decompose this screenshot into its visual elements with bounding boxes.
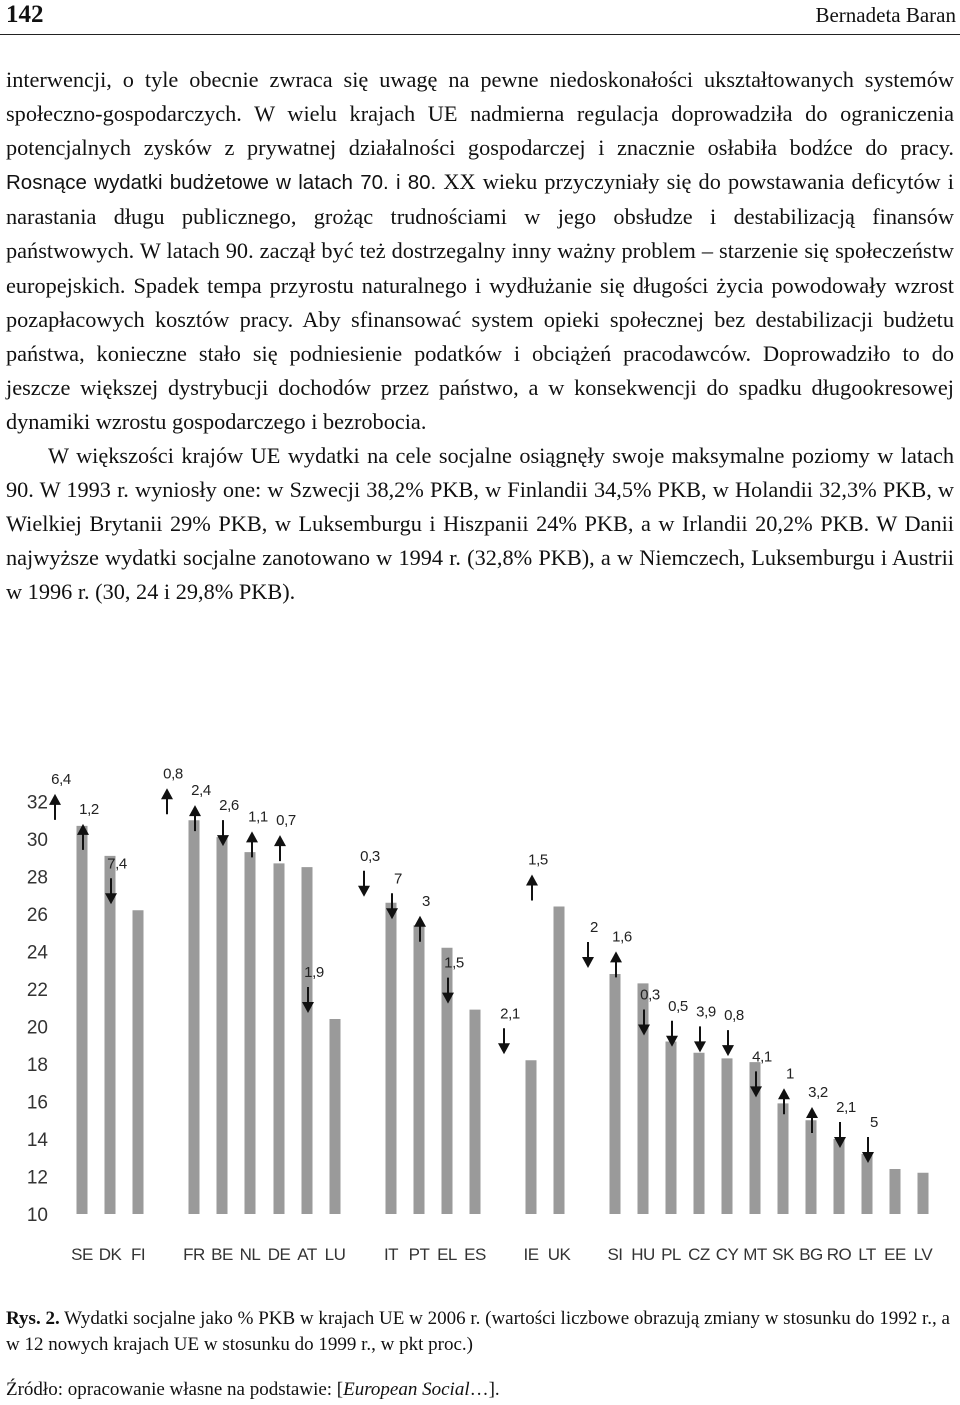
- change-label: 2,6: [219, 797, 239, 815]
- change-arrow-head: [610, 951, 622, 962]
- category-label: IE: [523, 1245, 539, 1264]
- category-label: BE: [211, 1245, 233, 1264]
- bar-cz: [694, 1053, 705, 1214]
- change-label: 1,1: [248, 808, 268, 826]
- page-header: [0, 0, 960, 35]
- bar-uk: [554, 907, 565, 1215]
- category-label: EE: [884, 1245, 906, 1264]
- y-tick-label: 12: [26, 1167, 48, 1189]
- change-label: 0,5: [668, 997, 688, 1015]
- change-arrow-head: [189, 805, 201, 816]
- paragraph-1-part-c: XX wieku przyczyniały się do powstawania deficytów i narastania długu publicznego, grożąc trudnościami w jego obsłudze i destabilizacją finansów państwowych. W latach 90. zaczął być też dostrzegalny inny ważny problem – starzenie się społeczeństw europejskich. Spadek tempa przyrostu naturalnego i wydłużanie się długości życia powodowały wzrost pozapłacowych kosztów pracy. Aby sfinansować system opieki społecznej bez destabilizacji budżetu państwa, konieczne stało się podniesienie podatków i obciążeń pracodawców. Doprowadziło to do jeszcze większej dystrybucji dochodów przez państwo, a w konsekwencji do spadku długookresowej dynamiki wzrostu gospodarczego i bezrobocia.: [6, 169, 954, 434]
- paragraph-2: W większości krajów UE wydatki na cele socjalne osiągnęły swoje maksymalne poziomy w latach 90. W 1993 r. wyniosły one: w Szwecji 38,2% PKB, w Finlandii 34,5% PKB, w Holandii 32,3% PKB, w Wielkiej Brytanii 29% PKB, w Luksemburgu i Hiszpanii 24% PKB, a w Irlandii 20,2% PKB. W Danii najwyższe wydatki socjalne zanotowano w 1994 r. (32,8% PKB), a w Niemczech, Luksemburgu i Austrii w 1996 r. (30, 24 i 29,8% PKB).: [6, 443, 954, 605]
- category-label: MT: [743, 1245, 767, 1264]
- change-arrow-head: [806, 1107, 818, 1118]
- bar-pt: [414, 925, 425, 1214]
- figure-source: [6, 1378, 500, 1402]
- category-label: LT: [858, 1245, 876, 1264]
- bar-be: [217, 837, 228, 1214]
- change-arrow-head: [526, 875, 538, 886]
- change-label: 0,3: [640, 986, 660, 1004]
- bar-it: [386, 903, 397, 1214]
- body-text: [6, 63, 954, 610]
- change-label: 2: [590, 919, 598, 936]
- source-title: European Social: [343, 1379, 470, 1400]
- source-prefix: Źródło: opracowanie własne na podstawie: [: [6, 1379, 344, 1400]
- change-label: 1,5: [444, 954, 464, 972]
- category-label: FI: [130, 1245, 146, 1264]
- source-suffix: …].: [469, 1379, 500, 1400]
- change-label: 7: [394, 870, 402, 888]
- category-label: EL: [437, 1245, 457, 1264]
- bar-lu: [330, 1019, 341, 1214]
- y-tick-label: 24: [26, 942, 48, 964]
- change-label: 1: [786, 1065, 794, 1083]
- bar-at: [302, 867, 313, 1214]
- bar-lt: [862, 1154, 873, 1214]
- category-label: LU: [324, 1245, 346, 1264]
- y-tick-label: 18: [26, 1055, 48, 1076]
- category-label: UK: [547, 1245, 571, 1264]
- change-arrow-head: [358, 886, 370, 897]
- category-label: NL: [239, 1245, 261, 1264]
- y-tick-label: 16: [26, 1092, 48, 1114]
- change-label: 1,9: [304, 964, 324, 981]
- change-label: 2,4: [191, 782, 211, 800]
- change-label: 6,4: [51, 770, 71, 788]
- category-label: PT: [408, 1245, 430, 1264]
- change-label: 0,8: [163, 765, 183, 783]
- y-tick-label: 26: [26, 905, 48, 926]
- social-spending-chart: [0, 738, 960, 1278]
- change-label: 3,2: [808, 1084, 828, 1101]
- page-number: 142: [6, 1, 44, 28]
- bar-sk: [778, 1103, 789, 1214]
- category-label: LV: [913, 1245, 933, 1264]
- paragraph-1-part-a: interwencji, o tyle obecnie zwraca się uwagę na pewne niedoskonałości ukształtowanych systemów społeczno-gospodarczych. W wielu krajach UE nadmierna regulacja doprowadziła do ograniczenia potencjalnych zysków z prywatnej działalności gospodarczej i znacznie osłabiła bodźce do pracy.: [6, 67, 954, 161]
- change-label: 3: [422, 892, 430, 910]
- change-label: 7,4: [107, 855, 127, 873]
- bar-de: [274, 863, 285, 1214]
- figure-caption-text: Wydatki socjalne jako % PKB w krajach UE w 2006 r. (wartości liczbowe obrazują zmiany w stosunku do 1992 r., a w 12 nowych krajach UE w stosunku do 1999 r., w pkt proc.): [6, 1308, 950, 1355]
- figure-label: Rys. 2.: [6, 1308, 60, 1329]
- bar-pl: [666, 1042, 677, 1215]
- change-arrow-head: [722, 1045, 734, 1056]
- change-label: 1,6: [612, 928, 632, 946]
- bar-si: [610, 974, 621, 1214]
- bar-nl: [245, 852, 256, 1214]
- category-label: PL: [661, 1245, 681, 1264]
- y-tick-label: 14: [26, 1130, 48, 1151]
- change-arrow-head: [274, 835, 286, 846]
- figure-caption: [6, 1306, 954, 1358]
- change-arrow-head: [49, 794, 61, 805]
- category-label: IT: [383, 1245, 399, 1264]
- bar-fr: [189, 820, 200, 1214]
- y-tick-label: 32: [26, 792, 48, 814]
- change-label: 4,1: [752, 1048, 772, 1066]
- chart-svg: [0, 738, 960, 1278]
- running-head-author: Bernadeta Baran: [815, 3, 956, 27]
- bar-ro: [834, 1139, 845, 1214]
- bar-es: [470, 1010, 481, 1214]
- change-label: 0,3: [360, 847, 380, 865]
- bar-bg: [806, 1120, 817, 1214]
- y-tick-label: 30: [26, 830, 48, 851]
- change-label: 2,1: [500, 1005, 520, 1023]
- change-arrow-head: [161, 788, 173, 799]
- category-label: FR: [183, 1245, 205, 1264]
- change-arrow-head: [778, 1088, 790, 1099]
- category-label: DE: [267, 1245, 291, 1264]
- category-label: DK: [98, 1245, 122, 1264]
- change-label: 3,9: [696, 1003, 716, 1021]
- y-tick-label: 10: [26, 1205, 48, 1226]
- change-arrow-head: [414, 916, 426, 927]
- change-label: 0,7: [276, 812, 296, 830]
- change-arrow-head: [246, 831, 258, 842]
- category-label: CZ: [688, 1245, 710, 1264]
- bar-ie: [526, 1060, 537, 1214]
- change-label: 1,2: [79, 800, 99, 818]
- change-label: 1,5: [528, 851, 548, 869]
- category-label: BG: [799, 1245, 823, 1264]
- category-label: AT: [297, 1245, 317, 1264]
- change-arrow-head: [498, 1043, 510, 1054]
- change-label: 5: [870, 1114, 878, 1131]
- y-tick-label: 28: [26, 867, 48, 889]
- bar-se: [77, 826, 88, 1214]
- category-label: SK: [772, 1245, 794, 1264]
- change-label: 0,8: [724, 1007, 744, 1025]
- paragraph-1: [6, 63, 954, 439]
- paragraph-1-part-b: Rosnące wydatki budżetowe w latach 70. i 80.: [6, 171, 437, 195]
- category-label: SI: [607, 1245, 623, 1264]
- change-arrow-head: [582, 957, 594, 968]
- y-tick-label: 22: [26, 980, 48, 1001]
- category-label: ES: [464, 1245, 486, 1264]
- bar-dk: [105, 856, 116, 1214]
- change-label: 2,1: [836, 1099, 856, 1116]
- change-arrow-head: [694, 1041, 706, 1052]
- bar-cy: [722, 1058, 733, 1214]
- category-label: SE: [71, 1245, 93, 1264]
- category-label: RO: [826, 1245, 852, 1264]
- bar-ee: [890, 1169, 901, 1214]
- category-label: HU: [631, 1245, 655, 1264]
- bar-fi: [133, 910, 144, 1214]
- bar-lv: [918, 1173, 929, 1214]
- y-tick-label: 20: [26, 1017, 48, 1039]
- category-label: CY: [715, 1245, 739, 1264]
